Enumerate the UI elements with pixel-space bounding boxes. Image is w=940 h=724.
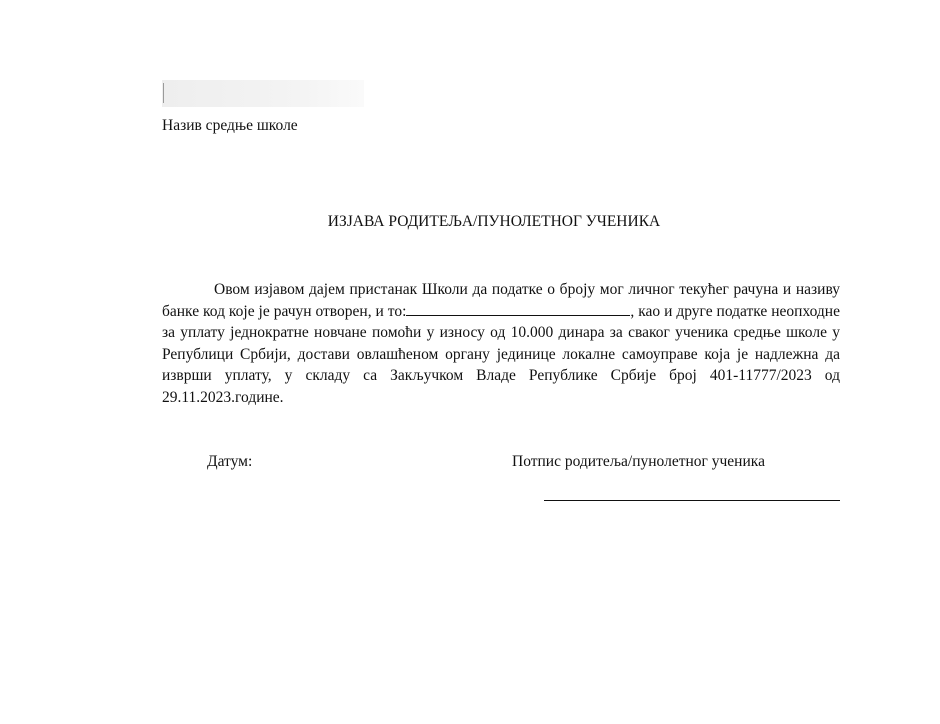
account-number-blank[interactable] <box>406 301 630 316</box>
text-cursor <box>163 83 164 103</box>
statement-text-end: , као и друге податке неопходне за уплату једнократне новчане помоћи у износу од 10.000 динара за сваког ученика средње школе у Републици Србији, достави овлашћеном органу јединице локалне самоуправе која је надлежна да изврши уплату, у складу са Закључком Владе Републике Србије број 401-11777/2023 од 29.11.2023.године. <box>162 302 840 406</box>
signature-line[interactable] <box>544 500 840 501</box>
signature-label: Потпис родитеља/пунолетног ученика <box>512 453 765 470</box>
statement-text-start: Овом изјавом дајем пристанак Школи да податке о броју мог личног текућег рачуна и називу банке код које је рачун отворен, и то: <box>162 281 840 320</box>
date-label: Датум: <box>207 453 253 470</box>
school-name-label: Назив средње школе <box>162 117 298 134</box>
document-title: ИЗЈАВА РОДИТЕЉА/ПУНОЛЕТНОГ УЧЕНИКА <box>327 213 661 230</box>
statement-paragraph <box>162 279 840 409</box>
school-name-field[interactable] <box>162 80 364 107</box>
